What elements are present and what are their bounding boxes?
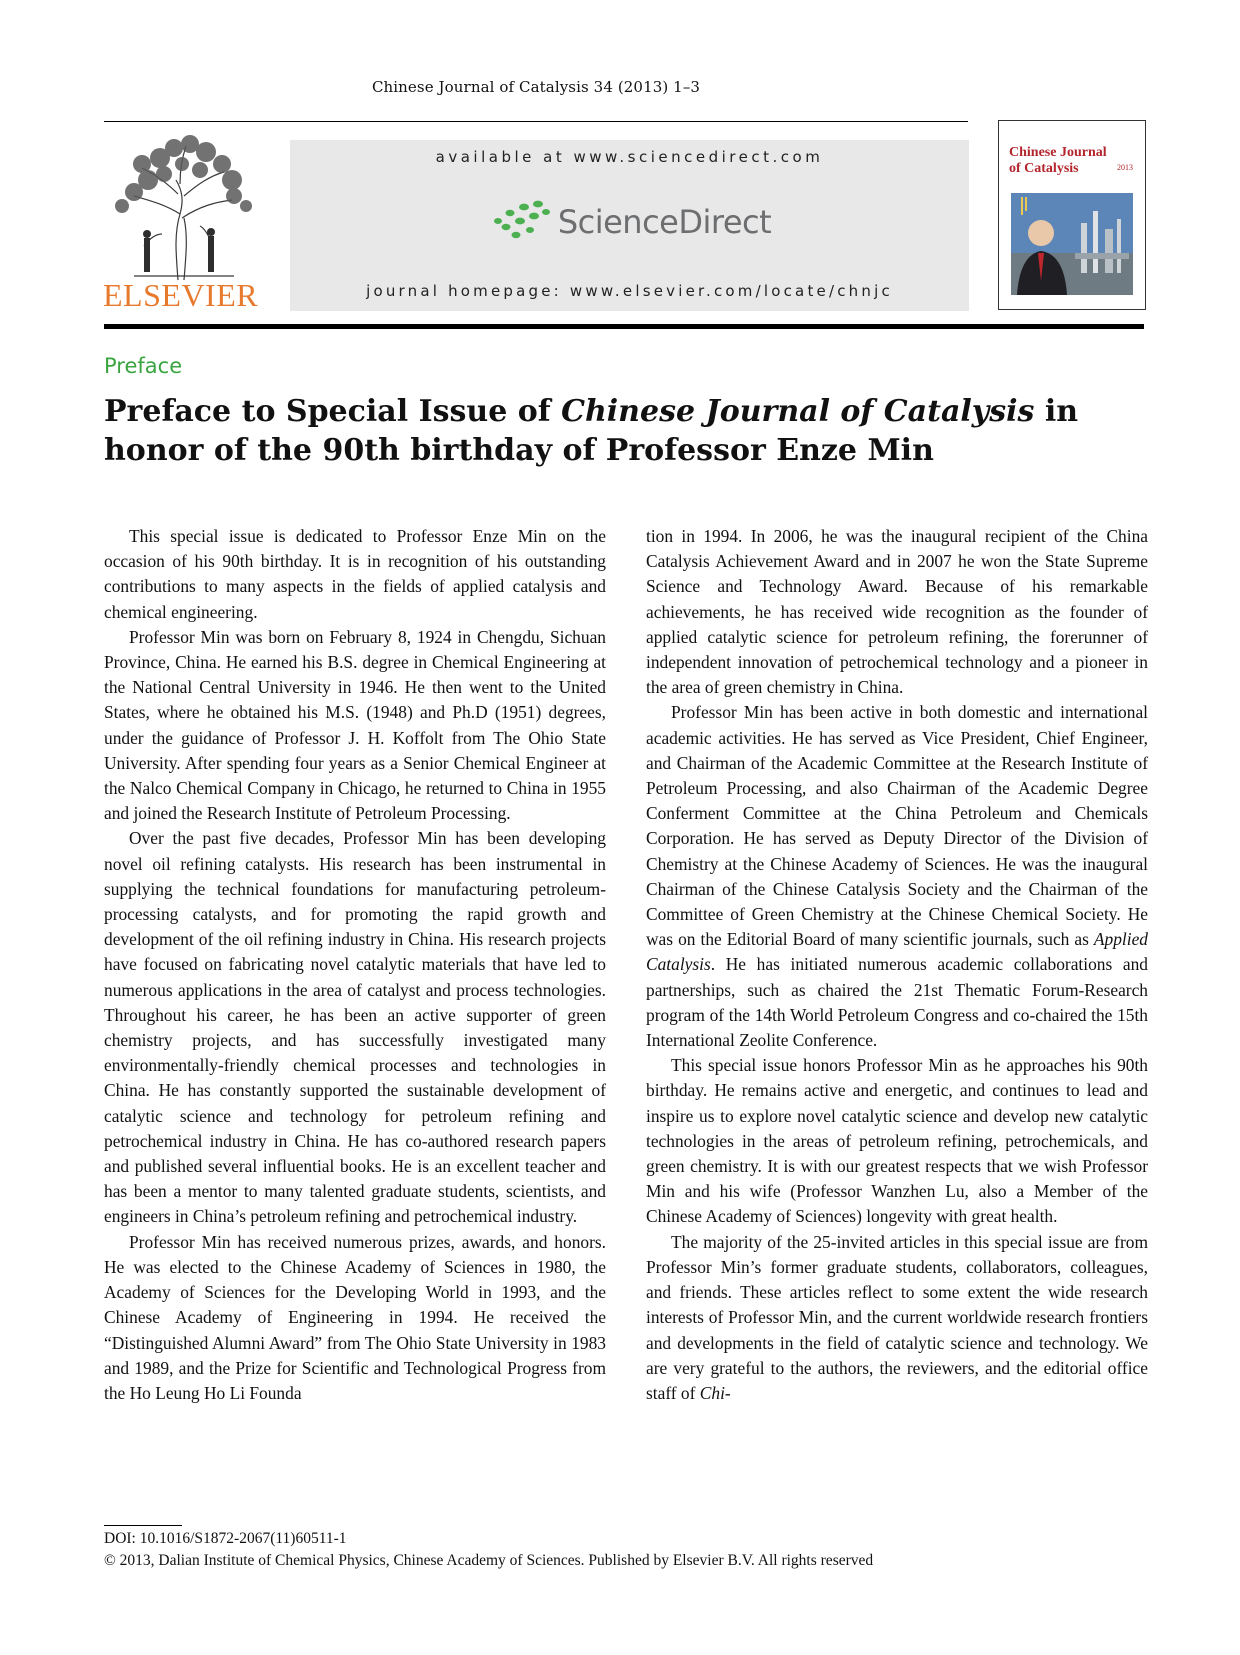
elsevier-tree-icon xyxy=(104,134,260,280)
section-label: Preface xyxy=(104,354,183,378)
sciencedirect-logo[interactable] xyxy=(290,198,969,246)
paragraph: Professor Min has been active in both domestic and international academic activities. He has served as Vice President, Chief Engineer, and Chairman of the Academic Committee at the Research Institute of Petroleum Processing, and also Chairman of the Academic Degree Conferment Committee at the China Petroleum and Chemicals Corporation. He has served as Deputy Director of the Division of Chemistry at the Chinese Academy of Sciences. He was the inaugural Chairman of the Chinese Catalysis Society and the Chairman of the Committee of Green Chemistry at the Chinese Chemical Society. He was on the Editorial Board of many scientific journals, such as Applied Catalysis. He has initiated numerous academic collaborations and partnerships, such as chaired the 21st Thematic Forum-Research program of the 14th World Petroleum Congress and co-chaired the 15th International Zeolite Conference. xyxy=(646,702,1148,1051)
paragraph: Professor Min was born on February 8, 1924 in Chengdu, Sichuan Province, China. He earned his B.S. degree in Chemical Engineering at the National Central University in 1946. He then went to the United States, where he obtained his M.S. (1948) and Ph.D (1951) degrees, under the guidance of Professor J. H. Koffolt from The Ohio State University. After spending four years as a Senior Chemical Engineer at the Nalco Chemical Company in Chicago, he returned to China in 1955 and joined the Research Institute of Petroleum Processing. xyxy=(104,626,606,824)
paragraph: This special issue honors Professor Min as he approaches his 90th birthday. He remains active and energetic, and continues to lead and inspire us to explore novel catalytic science and develop new catalytic technologies in the areas of petroleum refining, petrochemicals, and green chemistry. It is with our greatest respects that we wish Professor Min and his wife (Professor Wanzhen Lu, also a Member of the Chinese Academy of Sciences) longevity with great health. xyxy=(646,1055,1148,1227)
masthead-rule xyxy=(104,324,1144,329)
paragraph: This special issue is dedicated to Professor Enze Min on the occasion of his 90th birthday. It is in recognition of his outstanding contributions to many aspects in the fields of applied catalysis and chemical engineering. xyxy=(104,526,606,622)
copyright-line: © 2013, Dalian Institute of Chemical Physics, Chinese Academy of Sciences. Published by Elsevier B.V. All rights reserved xyxy=(104,1552,874,1569)
sciencedirect-dots-icon xyxy=(488,199,552,245)
elsevier-wordmark: ELSEVIER xyxy=(103,277,259,313)
footer xyxy=(104,1528,873,1572)
paragraph: Over the past five decades, Professor Min has been developing novel oil refining catalysts. His research has been instrumental in supplying the technical foundations for manufacturing petroleum-processing catalysts, and for promoting the rapid growth and development of the oil refining industry in China. His research projects have focused on fabricating novel catalytic materials that have led to numerous applications in the area of catalyst and process technologies. Throughout his career, he has been an active supporter of green chemistry projects, and has successfully investigated many environmentally-friendly chemical processes and technologies in China. He has constantly supported the sustainable development of catalytic science and technology for petroleum refining and petrochemical industry in China. He has co-authored research papers and published several influential books. He is an excellent teacher and has been a mentor to many talented graduate students, scientists, and engineers in China’s petroleum refining and petrochemical industry. xyxy=(104,828,606,1227)
running-head: Chinese Journal of Catalysis 34 (2013) 1–3 xyxy=(371,78,701,96)
article-title: Preface to Special Issue of Chinese Journal of Catalysis in honor of the 90th birthday of Professor Enze Min xyxy=(104,394,1079,468)
footnote-rule xyxy=(104,1525,182,1526)
journal-homepage-text[interactable]: journal homepage: www.elsevier.com/locate/chnjc xyxy=(366,282,893,300)
doi-line[interactable]: DOI: 10.1016/S1872-2067(11)60511-1 xyxy=(104,1530,347,1547)
paragraph: The majority of the 25-invited articles in this special issue are from Professor Min’s former graduate students, collaborators, colleagues, and friends. These articles reflect to some extent the wide research interests of Professor Min, and the current worldwide research frontiers and developments in the field of catalytic science and technology. We are very grateful to the authors, the reviewers, and the editorial office staff of Chi- xyxy=(646,1231,1148,1403)
sciencedirect-wordmark: ScienceDirect xyxy=(557,203,772,241)
header-rule xyxy=(104,121,968,122)
available-at-text: available at www.sciencedirect.com xyxy=(435,148,824,166)
paragraph: tion in 1994. In 2006, he was the inaugural recipient of the China Catalysis Achievement Award and in 2007 he won the State Supreme Science and Technology Award. Because of his remarkable achievements, he has received wide recognition as the founder of applied catalytic science for petroleum refining, the forerunner of independent innovation of petrochemical technology and a pioneer in the area of green chemistry in China. xyxy=(646,526,1148,698)
body-column-right xyxy=(646,524,1148,1406)
cover-title: Chinese Journal of Catalysis xyxy=(1009,145,1107,176)
sciencedirect-banner xyxy=(290,140,969,311)
paragraph: Professor Min has received numerous prizes, awards, and honors. He was elected to the Chinese Academy of Sciences in 1980, the Academy of Sciences for the Developing World in 1993, and the Chinese Academy of Engineering in 1994. He received the “Distinguished Alumni Award” from The Ohio State University in 1983 and 1989, and the Prize for Scientific and Technological Progress from the Ho Leung Ho Li Founda xyxy=(104,1231,606,1403)
journal-cover xyxy=(998,120,1146,310)
cover-photo xyxy=(1011,193,1133,295)
cover-year: 2013 xyxy=(1117,163,1133,172)
body-column-left xyxy=(104,524,606,1406)
